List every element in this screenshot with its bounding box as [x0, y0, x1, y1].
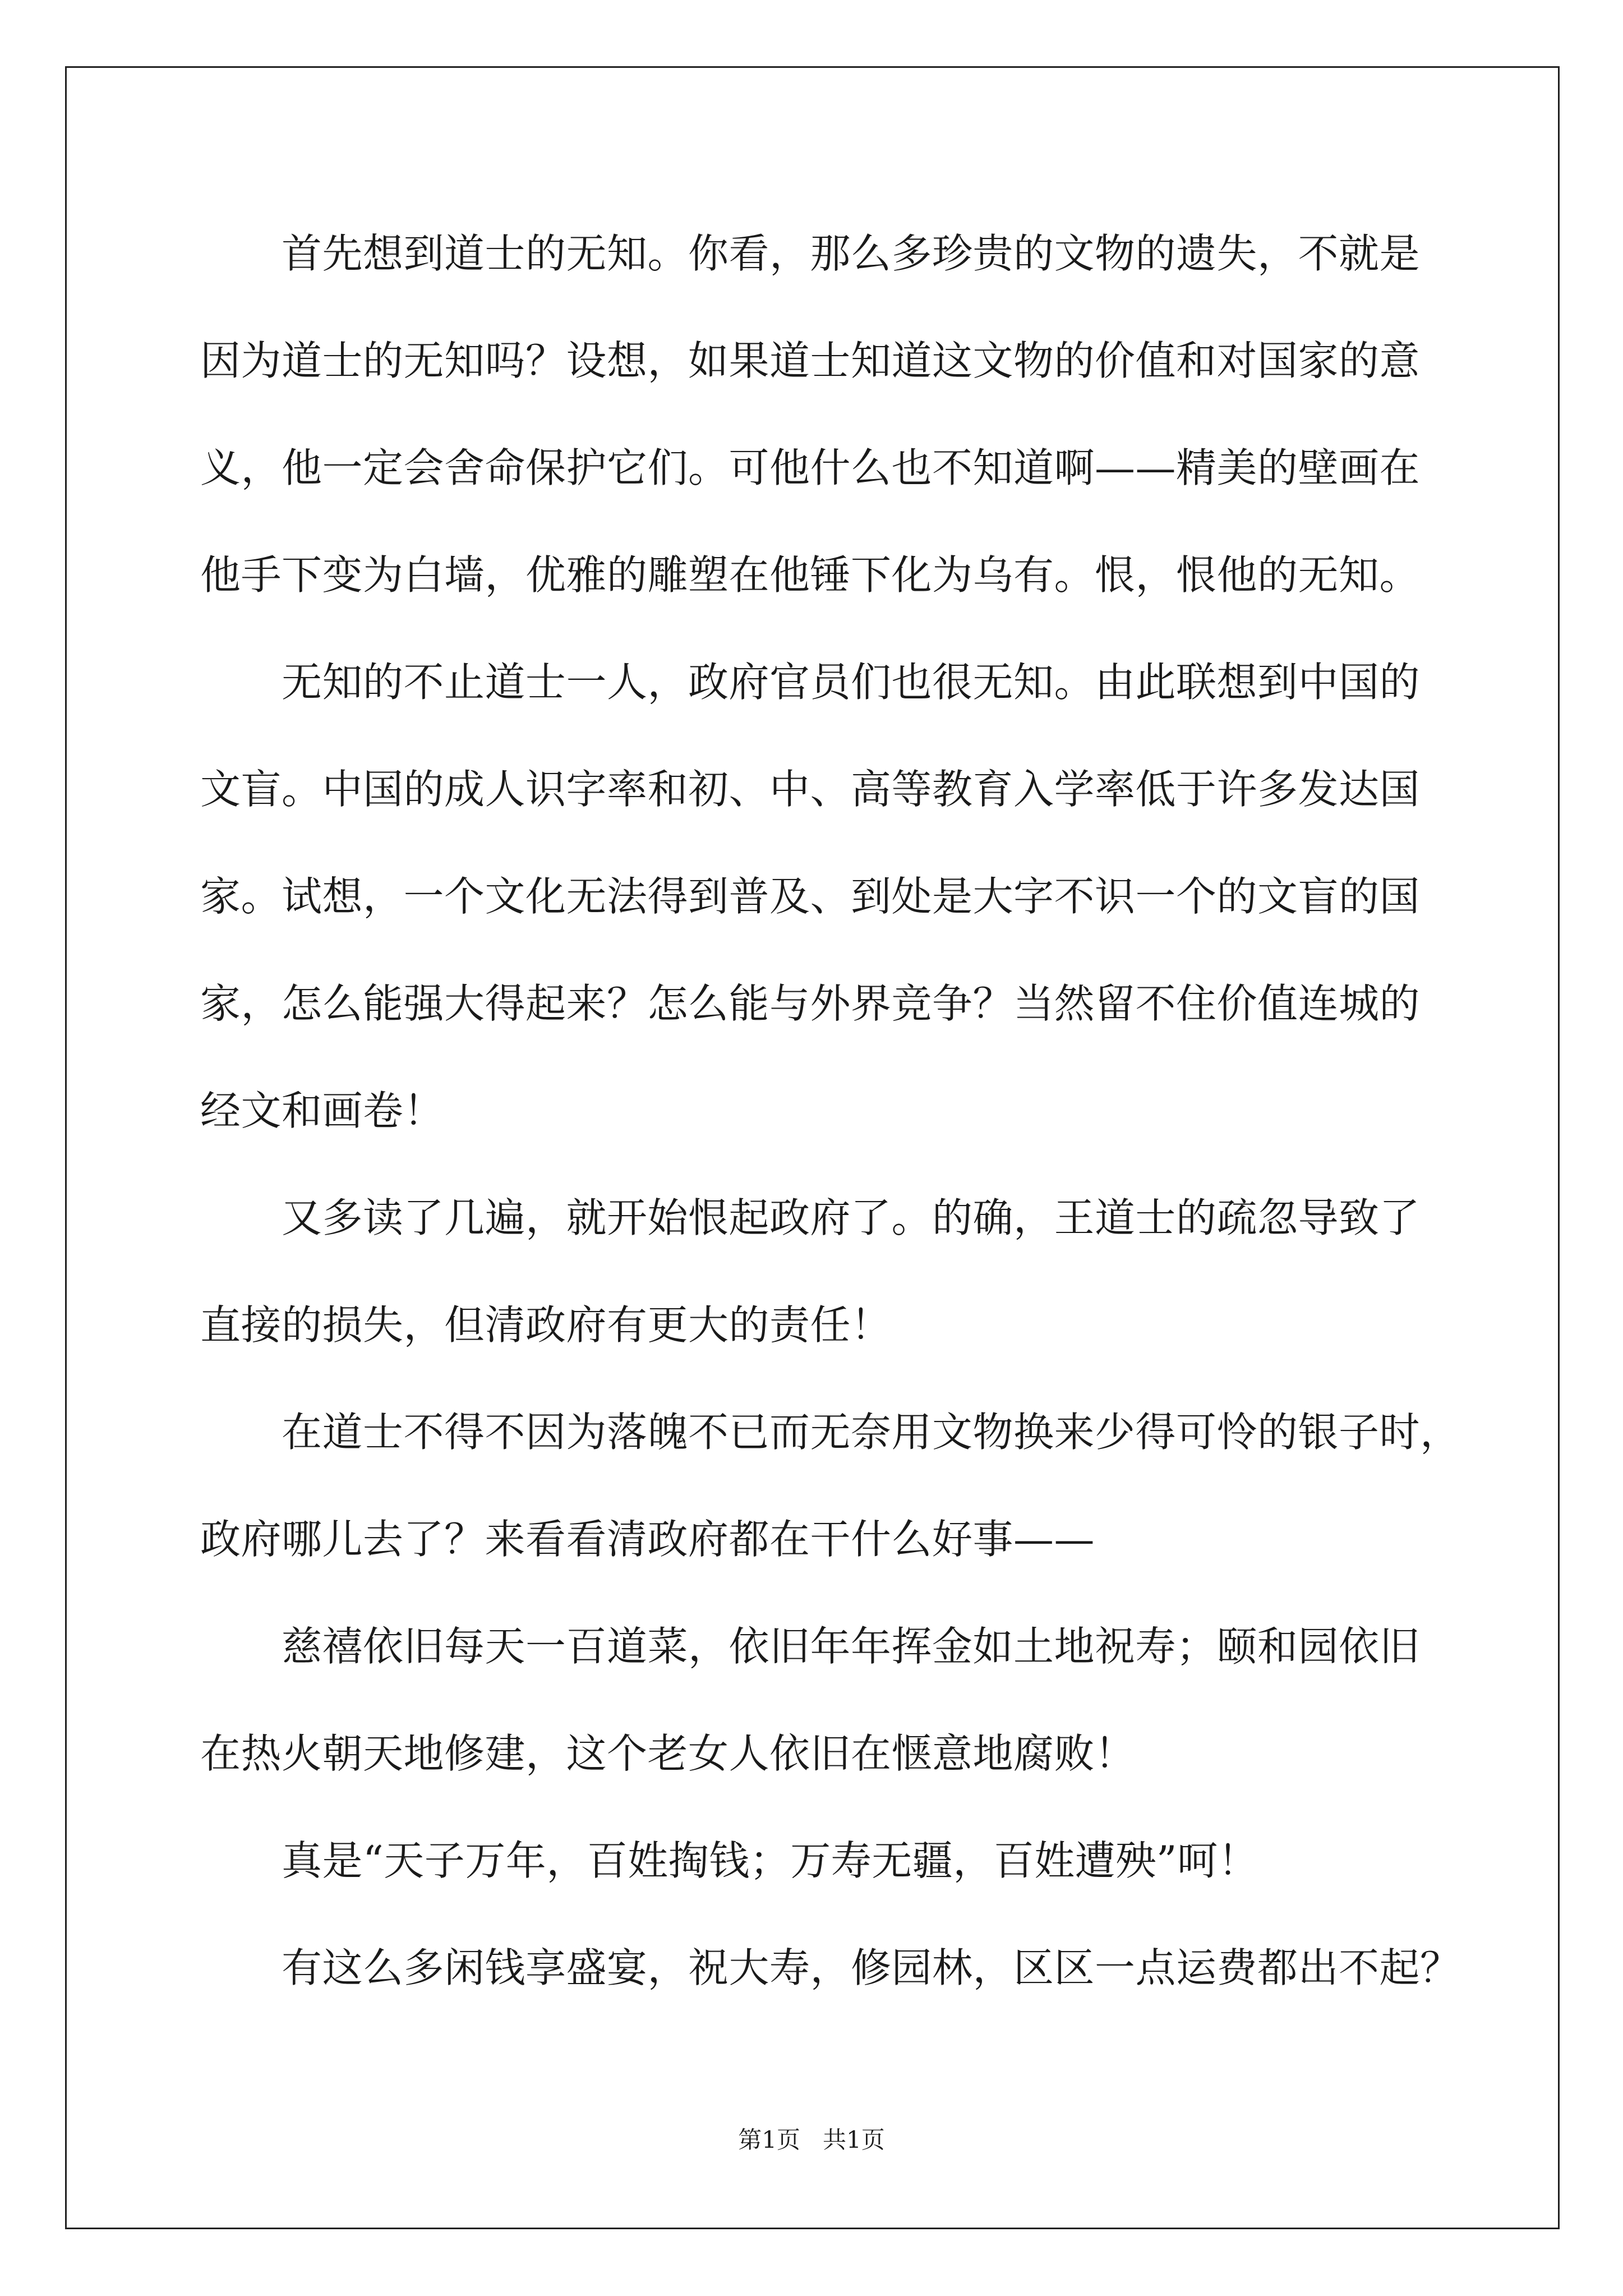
text-line: 无知的不止道士一人，政府官员们也很无知。由此联想到中国的 [282, 659, 1421, 706]
page-footer [0, 2123, 1623, 2157]
text-line: 有这么多闲钱享盛宴，祝大寿，修园林，区区一点运费都出不起？ [282, 1944, 1461, 1991]
document-body [200, 220, 1461, 2041]
text-line: 又多读了几遍，就开始恨起政府了。的确，王道士的疏忽导致了 [282, 1194, 1421, 1241]
page-number: 第1页 [738, 2126, 800, 2154]
text-line: 义，他一定会舍命保护它们。可他什么也不知道啊——精美的壁画在 [200, 444, 1421, 491]
text-line: 家。试想，一个文化无法得到普及、到处是大字不识一个的文盲的国 [200, 873, 1421, 920]
text-line: 在热火朝天地修建，这个老女人依旧在惬意地腐败！ [200, 1730, 1136, 1777]
text-line: 政府哪儿去了？来看看清政府都在干什么好事—— [200, 1516, 1095, 1563]
text-line: 经文和画卷！ [200, 1087, 445, 1134]
text-line: 文盲。中国的成人识字率和初、中、高等教育入学率低于许多发达国 [200, 766, 1421, 813]
text-line: 因为道士的无知吗？设想，如果道士知道这文物的价值和对国家的意 [200, 337, 1421, 384]
text-line: 首先想到道士的无知。你看，那么多珍贵的文物的遗失，不就是 [282, 230, 1421, 277]
text-line: 慈禧依旧每天一百道菜，依旧年年挥金如土地祝寿；颐和园依旧 [282, 1623, 1421, 1670]
text-line: 直接的损失，但清政府有更大的责任！ [200, 1301, 892, 1349]
text-line: 在道士不得不因为落魄不已而无奈用文物换来少得可怜的银子时， [282, 1409, 1461, 1456]
text-line: 他手下变为白墙，优雅的雕塑在他锤下化为乌有。恨，恨他的无知。 [200, 551, 1421, 599]
page-total: 共1页 [823, 2126, 885, 2154]
text-line: 真是“天子万年，百姓掏钱；万寿无疆，百姓遭殃”呵！ [282, 1837, 1259, 1884]
text-line: 家，怎么能强大得起来？怎么能与外界竞争？当然留不住价值连城的 [200, 980, 1421, 1027]
